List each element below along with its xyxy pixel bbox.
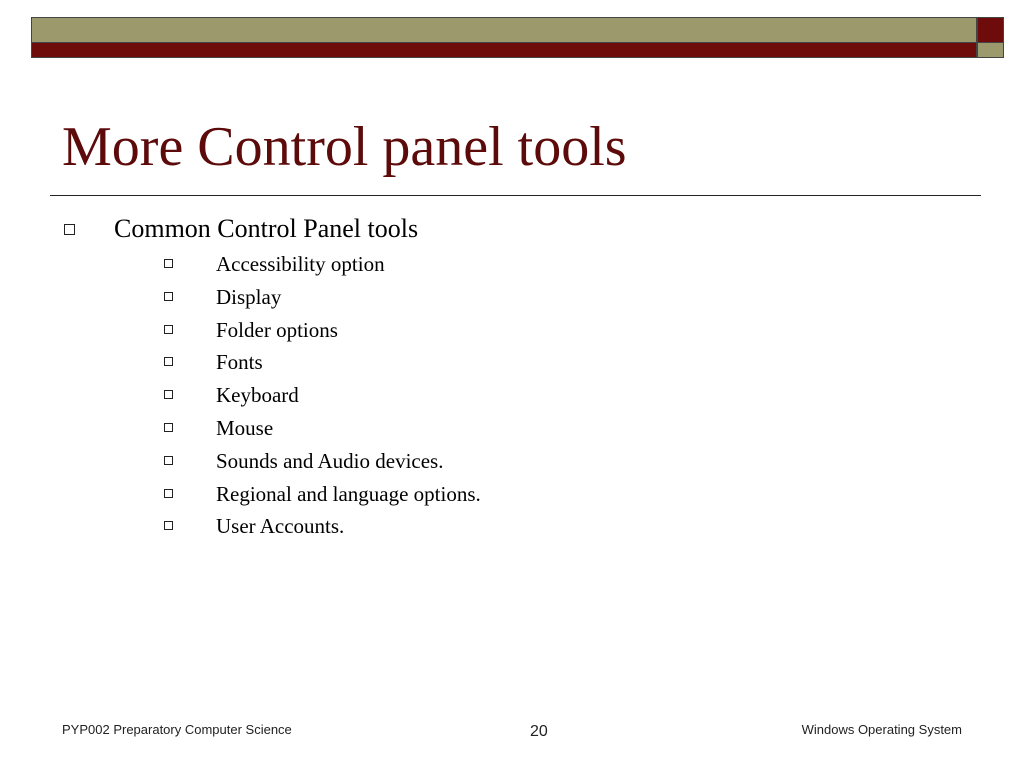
list-item (0, 379, 1024, 412)
square-bullet-icon (164, 390, 173, 399)
list-item (0, 445, 1024, 478)
square-bullet-icon (164, 456, 173, 465)
square-bullet-icon (164, 423, 173, 432)
list-item (0, 346, 1024, 379)
sub-bullet-text: Fonts (216, 350, 263, 375)
list-item (0, 281, 1024, 314)
header-olive-square (977, 43, 1004, 58)
bullet-list (0, 212, 1024, 246)
sub-bullet-text: Mouse (216, 415, 274, 440)
sub-bullet-text: Regional and language options. (216, 481, 481, 506)
square-bullet-icon (164, 357, 173, 366)
list-item (0, 212, 1024, 246)
sub-bullet-text: Accessibility option (216, 252, 385, 276)
bullet-text: Common Control Panel tools (114, 214, 419, 243)
square-bullet-icon (164, 489, 173, 498)
footer-course-name: PYP002 Preparatory Computer Science (62, 722, 292, 737)
header-maroon-square (977, 17, 1004, 43)
list-item (0, 478, 1024, 511)
square-bullet-icon (164, 521, 173, 530)
sub-bullet-text: Sounds and Audio devices. (216, 448, 444, 473)
square-bullet-icon (164, 292, 173, 301)
sub-bullet-text: User Accounts. (216, 514, 345, 539)
footer-page-number: 20 (530, 723, 548, 740)
slide-title: More Control panel tools (62, 116, 627, 178)
footer-topic: Windows Operating System (801, 722, 962, 737)
header-olive-bar (31, 17, 977, 43)
sub-bullet-text: Folder options (216, 317, 338, 342)
sub-bullet-list (0, 248, 1024, 543)
list-item (0, 314, 1024, 347)
square-bullet-icon (64, 224, 75, 235)
title-divider (50, 195, 981, 196)
square-bullet-icon (164, 325, 173, 334)
sub-bullet-text: Display (216, 284, 282, 309)
header-maroon-bar (31, 43, 977, 58)
list-item (0, 510, 1024, 543)
square-bullet-icon (164, 259, 173, 268)
sub-bullet-text: Keyboard (216, 383, 299, 408)
list-item (0, 248, 1024, 281)
list-item (0, 412, 1024, 445)
